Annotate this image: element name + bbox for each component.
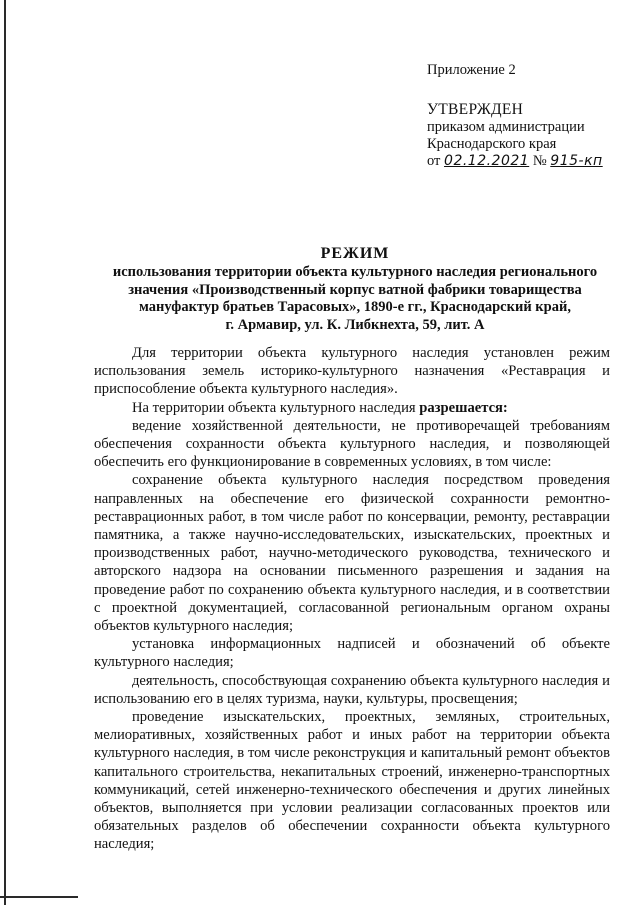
document-body [94,344,610,854]
paragraph-economic-activity: ведение хозяйственной деятельности, не противоречащей требованиям обеспечения сохранности объекта культурного наследия, и позволяющей обеспечить его функционирование в современных условиях, в том числе: [94,417,610,471]
document-title: РЕЖИМ [320,245,390,262]
subtitle-line: использования территории объекта культурного наследия регионального [112,264,598,280]
approval-authority-line: Краснодарского края [427,136,557,152]
paragraph-permitted-heading [94,399,610,417]
date-prefix: от [427,153,441,169]
appendix-label: Приложение 2 [427,62,516,78]
handwritten-date: 02.12.2021 [444,153,530,169]
scan-left-border [4,0,6,905]
permitted-keyword: разрешается: [419,399,508,416]
paragraph-information-signs: установка информационных надписей и обозначений об объекте культурного наследия; [94,636,610,671]
document-subtitle [60,264,639,334]
number-prefix: № [532,153,547,169]
scan-bottom-mark [0,896,78,898]
permitted-lead-text: На территории объекта культурного наследия [132,399,420,416]
paragraph-tourism-activity: деятельность, способствующая сохранению объекта культурного наследия и использованию его в целях туризма, науки, культуры, просвещения; [94,672,610,707]
handwritten-number: 915-кп [550,153,603,169]
approval-stamp-block [427,62,632,170]
paragraph-construction-works: проведение изыскательских, проектных, земляных, строительных, мелиоративных, хозяйственных работ и иных работ на территории объекта культурного наследия, в том числе реконструкция и капитальный ремонт объектов капитального строительства, некапитальных строений, инженерно-транспортных коммуникаций, сетей инженерно-технического обеспечения и других линейных объектов, выполняется при условии реализации согласованных проектов или обязательных разделов об обеспечении сохранности объекта культурного наследия; [94,709,610,853]
approved-heading: УТВЕРЖДЕН [427,101,524,118]
paragraph-preservation-works: сохранение объекта культурного наследия посредством проведения направленных на обеспечение его физической сохранности ремонтно-реставрационных работ, в том числе работ по консервации, ремонту, реставрации памятника, а также научно-исследовательских, изыскательских, проектных и производственных работ, научно-методического руководства, технического и авторского надзора на основании письменного разрешения и задания на проведение работ по сохранению объекта культурного наследия, и в соответствии с проектной документацией, согласованной региональным органом охраны объектов культурного наследия; [94,472,610,635]
approval-order-line: приказом администрации [427,119,585,135]
subtitle-line: мануфактур братьев Тарасовых», 1890-е гг., Краснодарский край, [139,299,571,315]
subtitle-line: г. Армавир, ул. К. Либкнехта, 59, лит. А [225,316,485,333]
subtitle-line: значения «Производственный корпус ватной фабрики товарищества [128,281,582,298]
document-title-block [60,244,639,334]
paragraph-regime-intro: Для территории объекта культурного наследия установлен режим использования земель историко-культурного назначения «Реставрация и приспособление объекта культурного наследия». [94,345,610,398]
approval-date-line [427,153,632,170]
